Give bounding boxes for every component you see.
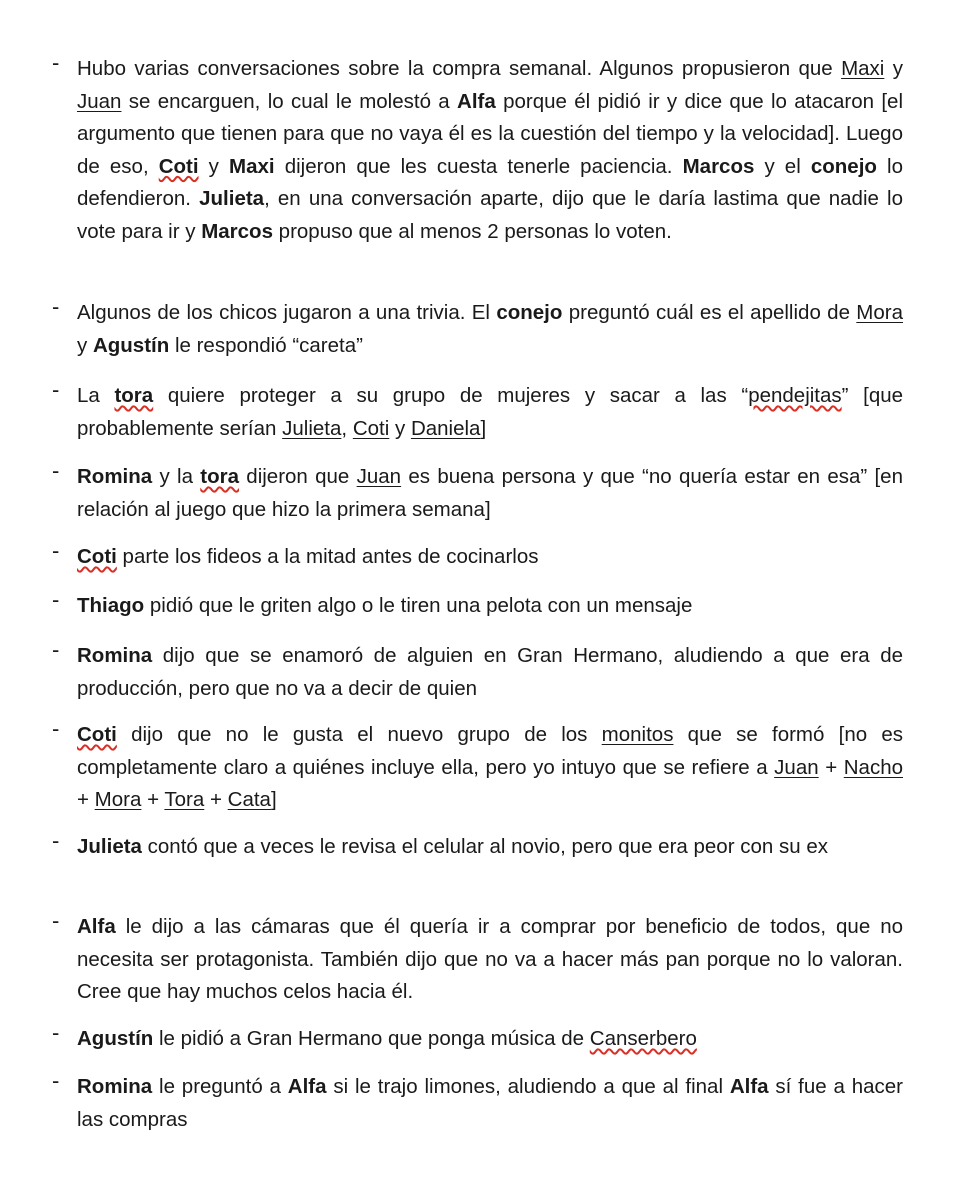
- text-run: ,: [341, 416, 353, 440]
- item-text: [77, 1023, 903, 1056]
- dash-bullet: -: [52, 716, 60, 741]
- dash-bullet: -: [52, 377, 60, 402]
- text-run: y: [77, 333, 93, 357]
- text-run: y: [198, 154, 230, 178]
- text-run: pidió que le griten algo o le tiren una pelota con un mensaje: [144, 594, 693, 617]
- text-run: +: [77, 788, 95, 811]
- text-run: Algunos de los chicos jugaron a una trivia. El: [77, 301, 497, 324]
- item-text: [77, 719, 903, 817]
- text-run: +: [141, 788, 165, 811]
- name-bold: Coti: [158, 154, 199, 178]
- dash-bullet: -: [52, 538, 60, 563]
- text-run: La: [77, 384, 115, 407]
- name-bold: Romina: [77, 1075, 153, 1098]
- text-run: sí fue a hacer las compras: [77, 1075, 903, 1131]
- name-underlined: Juan: [77, 89, 122, 113]
- name-bold: Romina: [77, 644, 153, 667]
- text-run: ]: [480, 416, 487, 440]
- text-run: quiere proteger a su grupo de mujeres y sacar a las “: [153, 384, 749, 407]
- text-run: y el: [754, 154, 811, 178]
- name-bold: Julieta: [199, 187, 265, 210]
- text-run: parte los fideos a la mitad antes de cocinarlos: [116, 545, 539, 568]
- text-run: que se formó [no es completamente claro a quiénes incluye ella, pero yo intuyo que se refiere a: [77, 723, 904, 779]
- dash-bullet: -: [52, 828, 60, 853]
- name-bold: Thiago: [77, 594, 145, 617]
- text-run: preguntó cuál es el apellido de: [562, 301, 857, 324]
- name-underlined: Julieta: [282, 416, 342, 440]
- name-underlined: Nacho: [843, 755, 903, 779]
- text-run: ” [que probablemente serían: [77, 384, 904, 440]
- text-run: y la: [152, 465, 201, 488]
- name-bold: Coti: [77, 545, 117, 568]
- text-run: , en una conversación aparte, dijo que le daría lastima que nadie lo vote para ir y: [77, 187, 903, 243]
- text-run: +: [818, 755, 844, 779]
- text-run: le respondió “careta”: [169, 333, 363, 357]
- name-underlined: Tora: [164, 788, 205, 811]
- name-bold: tora: [114, 384, 154, 407]
- dash-bullet: -: [52, 637, 60, 662]
- item-text: [77, 1071, 903, 1136]
- name-underlined: Mora: [94, 788, 142, 811]
- name-bold: Maxi: [229, 154, 275, 178]
- dash-bullet: -: [52, 294, 60, 319]
- text-run: porque él pidió ir y dice que lo atacaron [el argumento que tienen para que no vaya él es la cuestión del tiempo y la velocidad]. Luego de eso,: [77, 89, 903, 178]
- name-bold: Alfa: [287, 1075, 327, 1098]
- item-text: [77, 380, 903, 445]
- item-text: [77, 640, 903, 705]
- text-run: +: [204, 788, 228, 811]
- name-bold: Marcos: [682, 154, 755, 178]
- text-run: lo defendieron.: [77, 154, 903, 210]
- dash-bullet: -: [52, 908, 60, 933]
- text-run: contó que a veces le revisa el celular al novio, pero que era peor con su ex: [141, 835, 828, 858]
- dash-bullet: -: [52, 1020, 60, 1045]
- name-bold: tora: [200, 465, 239, 488]
- text-run: dijeron que les cuesta tenerle paciencia.: [274, 154, 683, 178]
- spellcheck-word: pendejitas: [748, 384, 842, 407]
- item-text: [77, 911, 903, 1009]
- name-bold: conejo: [810, 154, 877, 178]
- item-text: [77, 461, 903, 526]
- name-bold: Romina: [77, 465, 153, 488]
- name-underlined: Daniela: [410, 416, 481, 440]
- name-underlined: Coti: [352, 416, 390, 440]
- text-run: dijo que no le gusta el nuevo grupo de los: [116, 723, 602, 746]
- name-bold: Alfa: [729, 1075, 769, 1098]
- name-underlined: Juan: [356, 465, 402, 488]
- item-text: [77, 53, 903, 248]
- text-run: si le trajo limones, aludiendo a que al final: [326, 1075, 730, 1098]
- name-bold: conejo: [496, 301, 563, 324]
- text-run: propuso que al menos 2 personas lo voten.: [272, 219, 672, 243]
- dash-bullet: -: [52, 50, 60, 75]
- text-run: dijo que se enamoró de alguien en Gran Hermano, aludiendo a que era de producción, pero que no va a decir de quien: [77, 644, 903, 700]
- item-text: [77, 541, 903, 574]
- name-underlined: Maxi: [841, 57, 885, 80]
- name-bold: Alfa: [457, 89, 496, 113]
- text-run: dijeron que: [239, 465, 357, 488]
- text-run: se encarguen, lo cual le molestó a: [121, 89, 458, 113]
- item-text: [77, 831, 903, 864]
- text-run: le preguntó a: [152, 1075, 288, 1098]
- name-bold: Agustín: [92, 333, 170, 357]
- name-bold: Julieta: [77, 835, 142, 858]
- text-run: le dijo a las cámaras que él quería ir a comprar por beneficio de todos, que no necesita ser protagonista. También dijo que no va a hacer más pan porque no lo valoran. Cree que hay muchos celos hacia él.: [77, 915, 903, 1003]
- text-run: ]: [270, 788, 277, 811]
- name-bold: Agustín: [77, 1027, 154, 1050]
- dash-bullet: -: [52, 458, 60, 483]
- name-bold: Coti: [77, 723, 117, 746]
- name-underlined: Juan: [774, 755, 819, 779]
- name-underlined: Cata: [227, 788, 271, 811]
- name-underlined: Mora: [856, 301, 904, 324]
- text-run: Hubo varias conversaciones sobre la compra semanal. Algunos propusieron que: [77, 57, 842, 80]
- name-bold: Alfa: [77, 915, 116, 938]
- text-run: y: [389, 416, 411, 440]
- spellcheck-word: Canserbero: [589, 1027, 697, 1050]
- text-run: y: [884, 57, 903, 80]
- text-run: le pidió a Gran Hermano que ponga música de: [153, 1027, 590, 1050]
- dash-bullet: -: [52, 1068, 60, 1093]
- name-underlined: monitos: [601, 723, 674, 746]
- item-text: [77, 590, 903, 623]
- dash-bullet: -: [52, 587, 60, 612]
- item-text: [77, 297, 903, 362]
- text-run: es buena persona y que “no quería estar en esa” [en relación al juego que hizo la primera semana]: [77, 465, 903, 521]
- name-bold: Marcos: [201, 219, 273, 243]
